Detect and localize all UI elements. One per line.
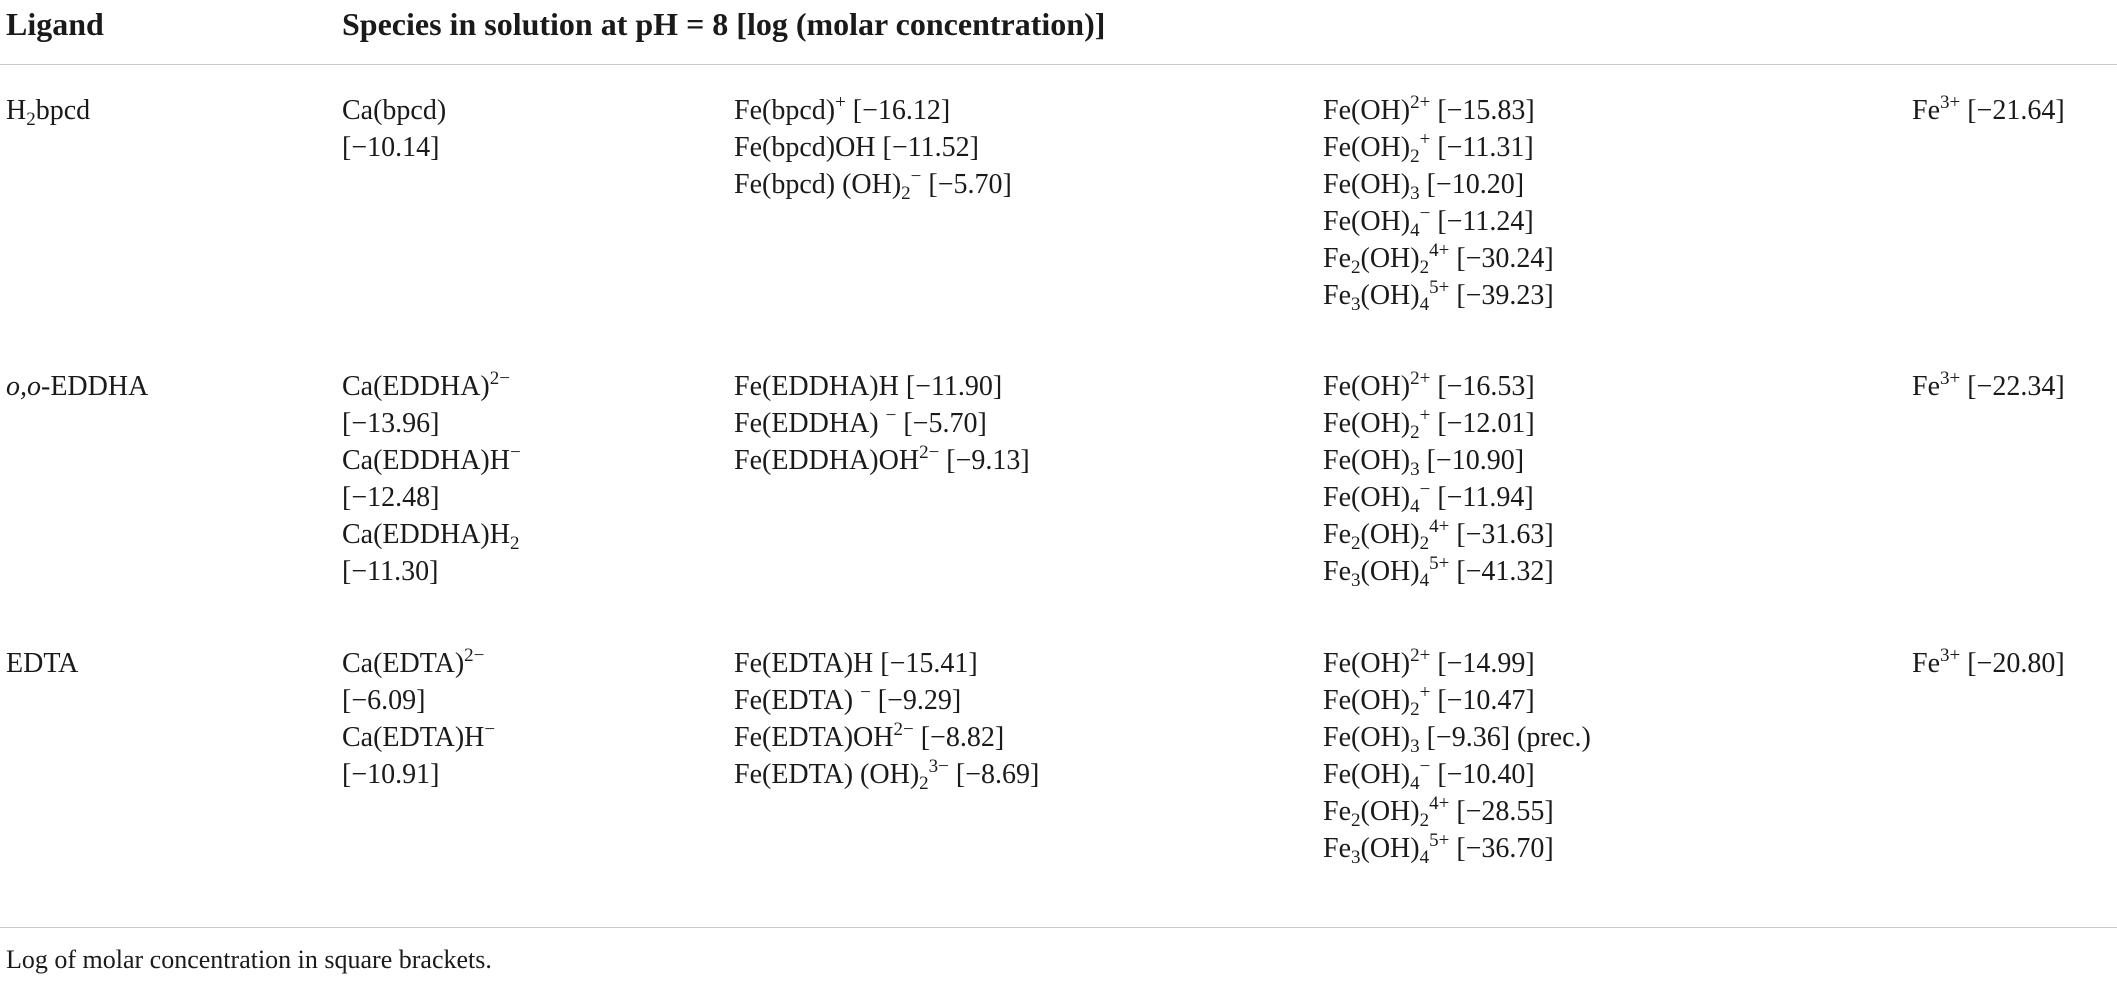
species-text: [−11.30] bbox=[342, 556, 439, 587]
species-line bbox=[1912, 368, 2065, 405]
species-line bbox=[734, 719, 1039, 756]
species-line bbox=[1323, 442, 1554, 479]
species-formula: Fe(OH) bbox=[1323, 132, 1411, 163]
table-header bbox=[0, 0, 2117, 65]
species-line bbox=[1323, 203, 1554, 240]
species-charge: 2+ bbox=[1410, 645, 1431, 666]
species-formula: Fe(OH) bbox=[1323, 722, 1411, 753]
species-line bbox=[1323, 516, 1554, 553]
ligand-suffix: -EDDHA bbox=[41, 371, 149, 402]
species-formula: Fe(OH) bbox=[1323, 206, 1411, 237]
species-line bbox=[1323, 682, 1591, 719]
species-subscript: 2 bbox=[1410, 146, 1420, 167]
species-line bbox=[734, 166, 1012, 203]
species-text: [−13.96] bbox=[342, 408, 440, 439]
species-subscript: 2 bbox=[901, 183, 911, 204]
species-subscript: 2 bbox=[919, 773, 929, 794]
species-charge: + bbox=[1419, 129, 1431, 150]
species-formula: Fe(EDTA)OH bbox=[734, 722, 894, 753]
species-value: [−10.20] bbox=[1419, 169, 1525, 200]
species-charge: 2− bbox=[919, 442, 940, 463]
species-charge: − bbox=[1419, 756, 1431, 777]
species-value: [−41.32] bbox=[1449, 556, 1554, 587]
species-charge: − bbox=[910, 166, 922, 187]
species-line bbox=[1323, 793, 1591, 830]
species-charge: 5+ bbox=[1429, 277, 1450, 298]
species-value: [−16.12] bbox=[845, 95, 951, 126]
species-line bbox=[734, 442, 1030, 479]
species-formula-cont: (OH) bbox=[1360, 556, 1420, 587]
species-line bbox=[342, 129, 446, 166]
species-text: [−10.91] bbox=[342, 759, 440, 790]
species-line bbox=[734, 756, 1039, 793]
species-line bbox=[1323, 92, 1554, 129]
species-subscript: 2 bbox=[1351, 533, 1361, 554]
free-iron-formula: Fe bbox=[1912, 95, 1940, 126]
free-iron-charge: 3+ bbox=[1940, 92, 1961, 113]
species-subscript2: 4 bbox=[1419, 847, 1430, 868]
species-value: [−11.31] bbox=[1430, 132, 1534, 163]
species-subscript: 3 bbox=[1351, 294, 1361, 315]
species-charge: 4+ bbox=[1429, 793, 1450, 814]
species-value: [−12.01] bbox=[1430, 408, 1535, 439]
iron-hydroxide-cell bbox=[1323, 368, 1554, 590]
ligand-suffix: EDTA bbox=[6, 648, 79, 679]
species-charge: 4+ bbox=[1429, 240, 1450, 261]
table-footnote: Log of molar concentration in square brackets. bbox=[6, 945, 492, 974]
iron-complex-cell bbox=[734, 368, 1030, 479]
ligand-cell bbox=[6, 92, 90, 129]
species-line bbox=[734, 682, 1039, 719]
species-line bbox=[734, 129, 1012, 166]
species-subscript2: 2 bbox=[1419, 810, 1430, 831]
species-formula: Fe(EDDHA) bbox=[734, 408, 886, 439]
species-charge: + bbox=[1419, 682, 1431, 703]
iron-complex-cell bbox=[734, 92, 1012, 203]
species-formula-cont: (OH) bbox=[1360, 519, 1420, 550]
species-line bbox=[1912, 92, 2065, 129]
species-line bbox=[734, 92, 1012, 129]
species-formula-cont: (OH) bbox=[1360, 280, 1420, 311]
species-subscript: 2 bbox=[1410, 422, 1420, 443]
species-charge: − bbox=[1419, 203, 1431, 224]
species-subscript: 4 bbox=[1410, 496, 1420, 517]
species-formula-cont: (OH) bbox=[1360, 796, 1420, 827]
species-value: [−9.36] (prec.) bbox=[1419, 722, 1591, 753]
species-text: [−6.09] bbox=[342, 685, 426, 716]
species-line bbox=[342, 719, 495, 756]
species-line bbox=[1323, 277, 1554, 314]
species-formula-cont: (OH) bbox=[1360, 243, 1420, 274]
species-formula: Fe bbox=[1323, 833, 1351, 864]
species-line bbox=[342, 479, 521, 516]
species-value: [−36.70] bbox=[1449, 833, 1554, 864]
ligand-prefix: H bbox=[6, 95, 27, 126]
species-value: [−11.24] bbox=[1430, 206, 1534, 237]
species-value: [−5.70] bbox=[896, 408, 987, 439]
species-formula: Fe(EDDHA)OH bbox=[734, 445, 920, 476]
species-line bbox=[342, 405, 521, 442]
species-charge: − bbox=[484, 719, 496, 740]
species-value: [−9.29] bbox=[870, 685, 962, 716]
species-line bbox=[342, 756, 495, 793]
calcium-species-cell bbox=[342, 92, 446, 166]
species-value: [−39.23] bbox=[1449, 280, 1554, 311]
species-subscript: 3 bbox=[1410, 736, 1420, 757]
iron-hydroxide-cell bbox=[1323, 645, 1591, 867]
species-formula: Fe bbox=[1323, 796, 1351, 827]
species-line bbox=[734, 645, 1039, 682]
species-line bbox=[1323, 405, 1554, 442]
species-value: [−10.90] bbox=[1419, 445, 1525, 476]
species-charge: − bbox=[1419, 479, 1431, 500]
species-value: [−8.69] bbox=[948, 759, 1040, 790]
free-iron-value: [−22.34] bbox=[1960, 371, 2065, 402]
calcium-species-cell bbox=[342, 368, 521, 590]
species-value: [−16.53] bbox=[1430, 371, 1535, 402]
species-line bbox=[734, 405, 1030, 442]
species-text: Ca(EDTA)H bbox=[342, 722, 485, 753]
header-species: Species in solution at pH = 8 [log (molar concentration)] bbox=[342, 6, 1106, 42]
species-value: [−14.99] bbox=[1430, 648, 1535, 679]
free-iron-charge: 3+ bbox=[1940, 368, 1961, 389]
species-line bbox=[342, 92, 446, 129]
species-value: [−5.70] bbox=[921, 169, 1012, 200]
species-value: [−10.47] bbox=[1430, 685, 1535, 716]
free-iron-formula: Fe bbox=[1912, 648, 1940, 679]
species-line bbox=[342, 368, 521, 405]
species-formula: Fe(EDDHA)H [−11.90] bbox=[734, 371, 1003, 402]
species-charge: − bbox=[860, 682, 871, 703]
species-value: [−31.63] bbox=[1449, 519, 1554, 550]
species-charge: 2+ bbox=[1410, 368, 1431, 389]
species-subscript: 3 bbox=[1410, 459, 1420, 480]
species-charge: 2− bbox=[489, 368, 510, 389]
species-formula: Fe bbox=[1323, 519, 1351, 550]
species-subscript2: 4 bbox=[1419, 294, 1430, 315]
species-line bbox=[1912, 645, 2065, 682]
species-formula: Fe bbox=[1323, 243, 1351, 274]
species-formula: Fe(bpcd) bbox=[734, 95, 836, 126]
species-line bbox=[1323, 756, 1591, 793]
free-iron-formula: Fe bbox=[1912, 371, 1940, 402]
species-charge: − bbox=[509, 442, 521, 463]
ligand-subscript: 2 bbox=[26, 109, 36, 130]
species-subscript2: 2 bbox=[1419, 257, 1430, 278]
species-formula: Fe(EDTA) bbox=[734, 685, 861, 716]
species-text: Ca(EDTA) bbox=[342, 648, 465, 679]
iron-complex-cell bbox=[734, 645, 1039, 793]
species-subscript: 2 bbox=[509, 533, 520, 554]
species-charge: 4+ bbox=[1429, 516, 1450, 537]
species-subscript: 3 bbox=[1351, 847, 1361, 868]
ligand-cell bbox=[6, 368, 148, 405]
species-line bbox=[342, 442, 521, 479]
species-charge: 2− bbox=[893, 719, 914, 740]
species-charge: 3− bbox=[928, 756, 949, 777]
species-value: [−8.82] bbox=[913, 722, 1005, 753]
species-formula: Fe(EDTA)H [−15.41] bbox=[734, 648, 978, 679]
species-subscript: 2 bbox=[1410, 699, 1420, 720]
species-formula: Fe(OH) bbox=[1323, 169, 1411, 200]
species-line bbox=[1323, 240, 1554, 277]
species-charge: + bbox=[1419, 405, 1431, 426]
species-text: [−12.48] bbox=[342, 482, 440, 513]
species-formula-cont: (OH) bbox=[1360, 833, 1420, 864]
species-line bbox=[1323, 166, 1554, 203]
species-text: Ca(bpcd) bbox=[342, 95, 447, 126]
species-subscript: 4 bbox=[1410, 773, 1420, 794]
species-line bbox=[1323, 553, 1554, 590]
species-line bbox=[734, 368, 1030, 405]
free-iron-value: [−20.80] bbox=[1960, 648, 2065, 679]
species-line bbox=[1323, 645, 1591, 682]
species-value: [−28.55] bbox=[1449, 796, 1554, 827]
species-charge: − bbox=[885, 405, 897, 426]
species-subscript: 4 bbox=[1410, 220, 1420, 241]
free-iron-cell bbox=[1912, 368, 2065, 405]
species-line bbox=[342, 682, 495, 719]
species-subscript2: 4 bbox=[1419, 570, 1430, 591]
species-charge: 2+ bbox=[1410, 92, 1431, 113]
species-line bbox=[1323, 129, 1554, 166]
species-text: Ca(EDDHA)H bbox=[342, 519, 510, 550]
species-value: [−10.40] bbox=[1430, 759, 1535, 790]
species-charge: + bbox=[835, 92, 846, 113]
iron-hydroxide-cell bbox=[1323, 92, 1554, 314]
header-ligand: Ligand bbox=[6, 6, 104, 42]
free-iron-charge: 3+ bbox=[1940, 645, 1961, 666]
species-value: [−15.83] bbox=[1430, 95, 1535, 126]
species-line bbox=[1323, 719, 1591, 756]
species-value: [−30.24] bbox=[1449, 243, 1554, 274]
species-formula: Fe(OH) bbox=[1323, 408, 1411, 439]
species-subscript2: 2 bbox=[1419, 533, 1430, 554]
species-subscript: 3 bbox=[1410, 183, 1420, 204]
species-subscript: 3 bbox=[1351, 570, 1361, 591]
species-line bbox=[342, 516, 521, 553]
ligand-suffix: bpcd bbox=[35, 95, 91, 126]
species-formula: Fe(OH) bbox=[1323, 95, 1411, 126]
ligand-italic: o,o bbox=[6, 371, 41, 402]
species-value: [−9.13] bbox=[939, 445, 1030, 476]
footer-divider bbox=[0, 927, 2117, 928]
species-formula: Fe(OH) bbox=[1323, 371, 1411, 402]
species-text: Ca(EDDHA) bbox=[342, 371, 490, 402]
species-line bbox=[342, 553, 521, 590]
species-formula: Fe(EDTA) (OH) bbox=[734, 759, 920, 790]
ligand-name bbox=[6, 645, 78, 682]
species-subscript: 2 bbox=[1351, 810, 1361, 831]
ligand-name bbox=[6, 368, 148, 405]
ligand-name bbox=[6, 92, 90, 129]
free-iron-value: [−21.64] bbox=[1960, 95, 2065, 126]
species-formula: Fe(OH) bbox=[1323, 759, 1411, 790]
species-formula: Fe bbox=[1323, 280, 1351, 311]
species-line bbox=[1323, 830, 1591, 867]
free-iron-cell bbox=[1912, 92, 2065, 129]
species-charge: 2− bbox=[464, 645, 485, 666]
species-line bbox=[1323, 368, 1554, 405]
species-formula: Fe(bpcd)OH [−11.52] bbox=[734, 132, 979, 163]
species-formula: Fe(OH) bbox=[1323, 445, 1411, 476]
species-line bbox=[342, 645, 495, 682]
calcium-species-cell bbox=[342, 645, 495, 793]
species-line bbox=[1323, 479, 1554, 516]
ligand-cell bbox=[6, 645, 78, 682]
species-charge: 5+ bbox=[1429, 830, 1450, 851]
free-iron-cell bbox=[1912, 645, 2065, 682]
species-subscript: 2 bbox=[1351, 257, 1361, 278]
species-formula: Fe(OH) bbox=[1323, 648, 1411, 679]
species-value: [−11.94] bbox=[1430, 482, 1534, 513]
species-formula: Fe(OH) bbox=[1323, 685, 1411, 716]
species-charge: 5+ bbox=[1429, 553, 1450, 574]
species-formula: Fe bbox=[1323, 556, 1351, 587]
species-formula: Fe(OH) bbox=[1323, 482, 1411, 513]
species-text: [−10.14] bbox=[342, 132, 440, 163]
species-formula: Fe(bpcd) (OH) bbox=[734, 169, 902, 200]
species-text: Ca(EDDHA)H bbox=[342, 445, 510, 476]
